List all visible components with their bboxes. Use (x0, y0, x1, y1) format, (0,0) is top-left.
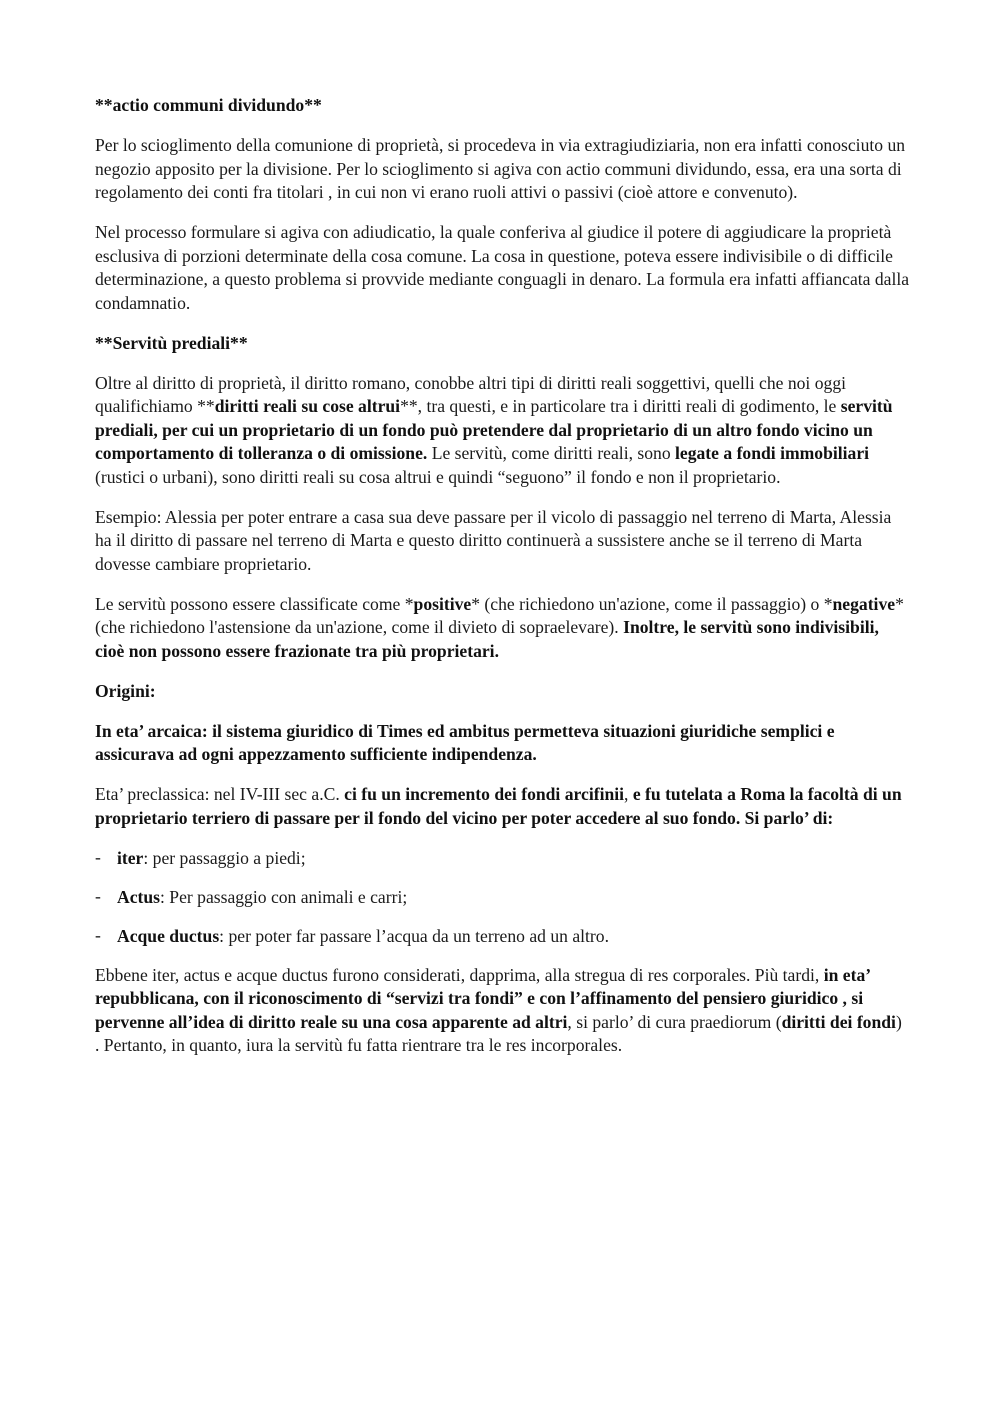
list-item-acque-ductus (95, 925, 910, 949)
text-run: Eta’ preclassica: nel IV-III sec a.C. (95, 784, 345, 804)
section-heading-origini: Origini: (95, 680, 156, 701)
section-heading-actio: **actio communi dividundo** (95, 95, 322, 115)
text-run: * (che richiedono l'astensione da un'azione, come il divieto di sopraelevare). (95, 593, 904, 637)
paragraph-res-incorporales (95, 964, 910, 1058)
section-heading-servitu: **Servitù prediali** (95, 332, 248, 353)
bold-run: Inoltre, le servitù sono indivisibili, cioè non possono essere frazionate tra più proprietari. (95, 617, 879, 661)
text-run: Oltre al diritto di proprietà, il diritto romano, conobbe altri tipi di diritti reali soggettivi, quelli che noi oggi qualifichiamo ** (95, 372, 846, 416)
paragraph-diritti-reali (95, 372, 910, 490)
document-body (95, 94, 910, 1074)
text-run: , (624, 784, 633, 804)
text-run: , si parlo’ di cura praediorum ( (567, 1011, 782, 1032)
text-run: Le servitù, come diritti reali, sono (427, 443, 676, 463)
bold-run: negative (832, 593, 896, 614)
list-dash: - (95, 846, 101, 867)
list-term: iter (117, 847, 144, 868)
bold-run: in eta’ repubblicana, con il riconoscimento di “servizi tra fondi” e con l’affinamento del pensiero giuridico , si pervenne all’idea di diritto reale su una cosa apparente ad altri (95, 964, 870, 1032)
text-run: ) . Pertanto, in quanto, iura la servitù fu fatta rientrare tra le res incorporales. (95, 1011, 902, 1055)
text-run: * (che richiedono un'azione, come il passaggio) o * (471, 593, 833, 614)
bold-run: positive (413, 593, 472, 614)
text-run: **, tra questi, e in particolare tra i diritti reali di godimento, le (400, 396, 841, 416)
paragraph-classificazione (95, 593, 910, 664)
paragraph-scioglimento: Per lo scioglimento della comunione di proprietà, si procedeva in via extragiudiziaria, non era infatti conosciuto un negozio apposito per la divisione. Per lo scioglimento si agiva con actio communi dividundo, essa, era una sorta di regolamento dei conti fra titolari , in cui non vi erano ruoli attivi o passivi (cioè attore e convenuto). (95, 135, 906, 202)
list-term: Acque ductus (117, 925, 220, 946)
paragraph-processo-formulare: Nel processo formulare si agiva con adiudicatio, la quale conferiva al giudice il potere di aggiudicare la proprietà esclusiva di porzioni determinate della cosa comune. La cosa in questione, poteva essere indivisibile o di difficile determinazione, a questo problema si provvide mediante conguagli in denaro. La formula era infatti affiancata dalla condamnatio. (95, 222, 910, 313)
text-run: Le servitù possono essere classificate come * (95, 593, 414, 614)
text-run: Ebbene iter, actus e acque ductus furono considerati, dapprima, alla stregua di res corporales. Più tardi, (95, 964, 824, 985)
list-text: : per poter far passare l’acqua da un terreno ad un altro. (219, 925, 609, 946)
bold-run: legate a fondi immobiliari (675, 443, 870, 463)
list-text: : Per passaggio con animali e carri; (160, 886, 408, 907)
list-item-iter (95, 847, 910, 871)
list-dash: - (95, 924, 101, 945)
list-text: : per passaggio a piedi; (143, 847, 306, 868)
paragraph-esempio: Esempio: Alessia per poter entrare a casa sua deve passare per il vicolo di passaggio nel terreno di Marta, Alessia ha il diritto di passare nel terreno di Marta e questo diritto continuerà a sussistere anche se il terreno di Marta dovesse cambiare proprietario. (95, 506, 892, 574)
paragraph-eta-preclassica (95, 783, 910, 830)
list-item-actus (95, 886, 910, 910)
bold-run: diritti dei fondi (781, 1011, 896, 1032)
paragraph-eta-arcaica: In eta’ arcaica: il sistema giuridico di Times ed ambitus permetteva situazioni giuridiche semplici e assicurava ad ogni appezzamento sufficiente indipendenza. (95, 720, 835, 764)
bold-run: ci fu un incremento dei fondi arcifinii (344, 784, 625, 804)
bold-run: e fu tutelata a Roma la facoltà di un proprietario terriero di passare per il fondo del vicino per poter accedere al suo fondo. Si parlo’ di: (95, 784, 902, 828)
list-term: Actus (117, 886, 161, 907)
bold-run: servitù prediali, per cui un proprietario di un fondo può pretendere dal proprietario di un altro fondo vicino un comportamento di tolleranza o di omissione. (95, 396, 893, 463)
bold-run: diritti reali su cose altrui (214, 396, 401, 416)
text-run: (rustici o urbani), sono diritti reali su cosa altrui e quindi “seguono” il fondo e non il proprietario. (95, 466, 781, 487)
list-dash: - (95, 885, 101, 906)
